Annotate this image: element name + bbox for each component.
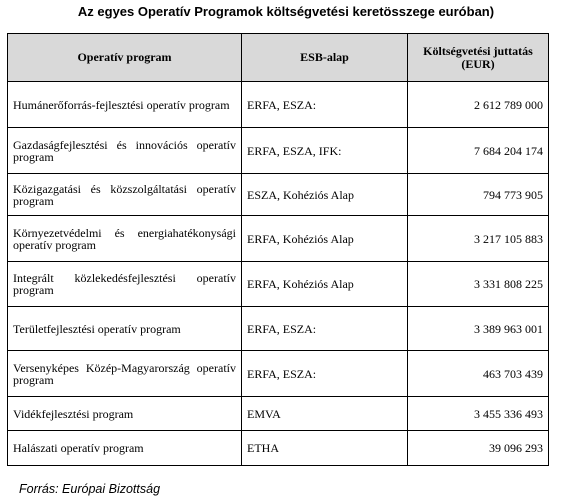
budget-cell: 2 612 789 000: [408, 82, 549, 128]
budget-cell: 463 703 439: [408, 351, 549, 397]
program-cell: Integrált közlekedésfejlesztési operatív program: [8, 262, 242, 307]
budget-cell: 7 684 204 174: [408, 128, 549, 174]
fund-cell: ERFA, ESZA:: [242, 307, 408, 351]
fund-cell: EMVA: [242, 397, 408, 431]
header-program: Operatív program: [8, 34, 242, 82]
table-row: [8, 174, 549, 216]
table-title: Az egyes Operatív Programok költségvetési keretösszege euróban): [77, 4, 495, 19]
program-cell: Vidékfejlesztési program: [8, 397, 242, 431]
budget-cell: 3 389 963 001: [408, 307, 549, 351]
program-cell: Humánerőforrás-fejlesztési operatív program: [8, 82, 242, 128]
table-row: [8, 262, 549, 307]
table-row: [8, 351, 549, 397]
budget-cell: 3 331 808 225: [408, 262, 549, 307]
program-cell: Versenyképes Közép-Magyarország operatív program: [8, 351, 242, 397]
budget-cell: 3 455 336 493: [408, 397, 549, 431]
table-row: [8, 216, 549, 262]
header-fund: ESB-alap: [242, 34, 408, 82]
program-cell: Közigazgatási és közszolgáltatási operatív program: [8, 174, 242, 216]
fund-cell: ERFA, Kohéziós Alap: [242, 216, 408, 262]
fund-cell: ERFA, Kohéziós Alap: [242, 262, 408, 307]
budget-table: [7, 33, 549, 466]
source-note: Forrás: Európai Bizottság: [19, 482, 161, 496]
program-cell: Környezetvédelmi és energiahatékonysági operatív program: [8, 216, 242, 262]
program-cell: Gazdaságfejlesztési és innovációs operatív program: [8, 128, 242, 174]
fund-cell: ERFA, ESZA, IFK:: [242, 128, 408, 174]
budget-cell: 39 096 293: [408, 431, 549, 466]
table-header-row: [8, 34, 549, 82]
program-cell: Területfejlesztési operatív program: [8, 307, 242, 351]
program-cell: Halászati operatív program: [8, 431, 242, 466]
fund-cell: ERFA, ESZA:: [242, 82, 408, 128]
table-row: [8, 431, 549, 466]
fund-cell: ERFA, ESZA:: [242, 351, 408, 397]
fund-cell: ESZA, Kohéziós Alap: [242, 174, 408, 216]
table-row: [8, 128, 549, 174]
table-row: [8, 82, 549, 128]
budget-cell: 3 217 105 883: [408, 216, 549, 262]
fund-cell: ETHA: [242, 431, 408, 466]
budget-cell: 794 773 905: [408, 174, 549, 216]
table-row: [8, 397, 549, 431]
header-budget: Költségvetési juttatás (EUR): [408, 34, 549, 82]
table-row: [8, 307, 549, 351]
